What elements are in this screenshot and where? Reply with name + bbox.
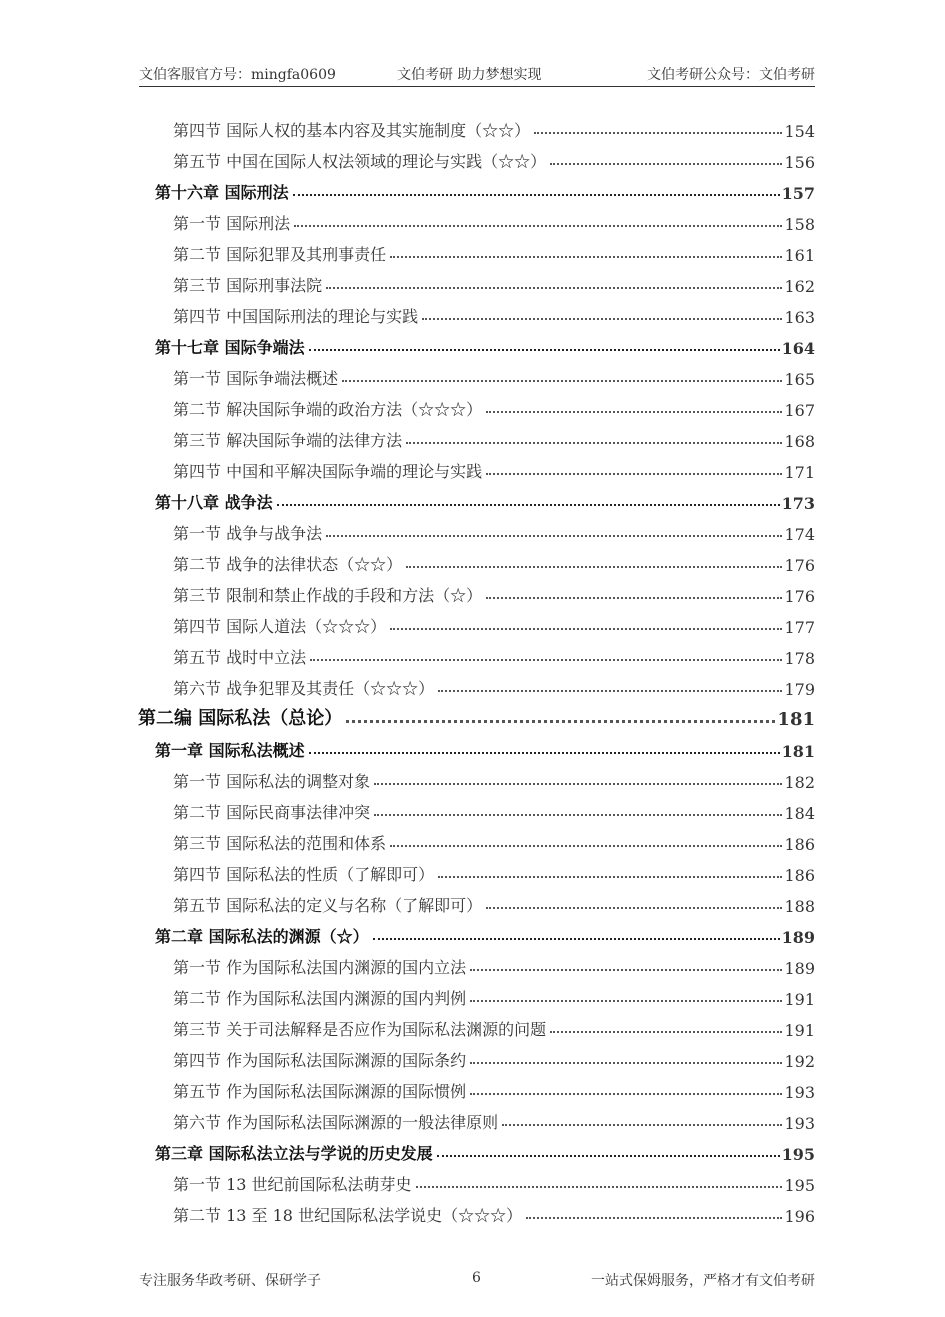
- toc-entry-title: 第二节 13 至 18 世纪国际私法学说史（☆☆☆）: [173, 1206, 523, 1225]
- dot-leader: [390, 845, 782, 847]
- toc-entry-title: 第一节 13 世纪前国际私法萌芽史: [173, 1175, 412, 1194]
- toc-entry-page: 193: [784, 1114, 815, 1133]
- toc-entry-section[interactable]: [138, 792, 815, 823]
- toc-entry-page: 168: [784, 432, 815, 451]
- toc-entry-section[interactable]: [138, 203, 815, 234]
- toc-entry-title: 第五节 国际私法的定义与名称（了解即可）: [173, 896, 483, 915]
- toc-entry-section[interactable]: [138, 668, 815, 699]
- dot-leader: [373, 938, 780, 940]
- toc-entry-page: 192: [784, 1052, 815, 1071]
- header-left-text: 文伯客服官方号：mingfa0609: [139, 67, 336, 83]
- dot-leader: [470, 1062, 782, 1064]
- toc-entry-section[interactable]: [138, 110, 815, 141]
- toc-entry-section[interactable]: [138, 296, 815, 327]
- header-center-text: 文伯考研 助力梦想实现: [397, 67, 542, 83]
- dot-leader: [326, 287, 782, 289]
- dot-leader: [470, 1093, 782, 1095]
- toc-entry-title: 第十八章 战争法: [155, 493, 273, 512]
- toc-entry-page: 181: [777, 709, 815, 730]
- toc-entry-title: 第四节 国际人权的基本内容及其实施制度（☆☆）: [173, 121, 531, 140]
- toc-entry-title: 第四节 国际人道法（☆☆☆）: [173, 617, 387, 636]
- toc-entry-page: 188: [784, 897, 815, 916]
- toc-entry-page: 164: [781, 339, 815, 358]
- toc-entry-page: 171: [784, 463, 815, 482]
- dot-leader: [486, 411, 782, 413]
- dot-leader: [486, 907, 782, 909]
- toc-entry-section[interactable]: [138, 575, 815, 606]
- dot-leader: [390, 256, 782, 258]
- toc-entry-page: 176: [784, 556, 815, 575]
- toc-entry-title: 第一章 国际私法概述: [155, 741, 305, 760]
- toc-entry-page: 161: [784, 246, 815, 265]
- toc-entry-part[interactable]: [138, 699, 815, 730]
- toc-entry-section[interactable]: [138, 823, 815, 854]
- toc-entry-title: 第三节 关于司法解释是否应作为国际私法渊源的问题: [173, 1020, 547, 1039]
- footer-right-text: 一站式保姆服务，严格才有文伯考研: [591, 1273, 815, 1289]
- toc-entry-title: 第六节 战争犯罪及其责任（☆☆☆）: [173, 679, 435, 698]
- toc-entry-chapter[interactable]: [138, 916, 815, 947]
- toc-entry-section[interactable]: [138, 544, 815, 575]
- toc-entry-title: 第四节 中国和平解决国际争端的理论与实践: [173, 462, 483, 481]
- toc-entry-page: 193: [784, 1083, 815, 1102]
- toc-entry-page: 174: [784, 525, 815, 544]
- toc-entry-title: 第十七章 国际争端法: [155, 338, 305, 357]
- dot-leader: [438, 690, 782, 692]
- toc-entry-page: 173: [781, 494, 815, 513]
- toc-entry-section[interactable]: [138, 1195, 815, 1226]
- toc-entry-section[interactable]: [138, 854, 815, 885]
- toc-entry-page: 189: [781, 928, 815, 947]
- toc-entry-section[interactable]: [138, 761, 815, 792]
- dot-leader: [293, 194, 780, 196]
- dot-leader: [550, 163, 782, 165]
- toc-entry-title: 第四节 国际私法的性质（了解即可）: [173, 865, 435, 884]
- toc-entry-page: 154: [784, 122, 815, 141]
- toc-entry-page: 191: [784, 990, 815, 1009]
- dot-leader: [422, 318, 782, 320]
- toc-entry-section[interactable]: [138, 141, 815, 172]
- toc-entry-page: 184: [784, 804, 815, 823]
- toc-entry-title: 第一节 国际私法的调整对象: [173, 772, 371, 791]
- toc-entry-page: 181: [781, 742, 815, 761]
- toc-entry-title: 第五节 战时中立法: [173, 648, 307, 667]
- toc-entry-section[interactable]: [138, 637, 815, 668]
- dot-leader: [277, 504, 780, 506]
- dot-leader: [416, 1186, 783, 1188]
- page-footer: [139, 1268, 815, 1292]
- dot-leader: [438, 876, 782, 878]
- toc-entry-title: 第二节 国际民商事法律冲突: [173, 803, 371, 822]
- dot-leader: [486, 597, 782, 599]
- toc-entry-page: 195: [784, 1176, 815, 1195]
- toc-entry-page: 177: [784, 618, 815, 637]
- toc-entry-page: 176: [784, 587, 815, 606]
- toc-entry-title: 第一节 战争与战争法: [173, 524, 323, 543]
- dot-leader: [390, 628, 782, 630]
- toc-entry-title: 第二节 解决国际争端的政治方法（☆☆☆）: [173, 400, 483, 419]
- toc-entry-title: 第三章 国际私法立法与学说的历史发展: [155, 1144, 433, 1163]
- dot-leader: [374, 783, 782, 785]
- dot-leader: [406, 442, 782, 444]
- toc-entry-page: 195: [781, 1145, 815, 1164]
- toc-entry-title: 第三节 限制和禁止作战的手段和方法（☆）: [173, 586, 483, 605]
- toc-entry-section[interactable]: [138, 358, 815, 389]
- dot-leader: [309, 349, 780, 351]
- dot-leader: [470, 1000, 782, 1002]
- dot-leader: [486, 473, 782, 475]
- dot-leader: [346, 720, 775, 723]
- toc-entry-title: 第五节 作为国际私法国际渊源的国际惯例: [173, 1082, 467, 1101]
- dot-leader: [502, 1124, 782, 1126]
- dot-leader: [550, 1031, 782, 1033]
- page-header: [139, 62, 815, 87]
- toc-entry-page: 196: [784, 1207, 815, 1226]
- toc-entry-title: 第三节 国际刑事法院: [173, 276, 323, 295]
- toc-entry-section[interactable]: [138, 513, 815, 544]
- toc-entry-page: 156: [784, 153, 815, 172]
- toc-entry-title: 第二节 国际犯罪及其刑事责任: [173, 245, 387, 264]
- toc-entry-chapter[interactable]: [138, 327, 815, 358]
- toc-entry-chapter[interactable]: [138, 1133, 815, 1164]
- toc-entry-page: 165: [784, 370, 815, 389]
- toc-entry-title: 第三节 国际私法的范围和体系: [173, 834, 387, 853]
- toc-entry-title: 第四节 中国国际刑法的理论与实践: [173, 307, 419, 326]
- toc-entry-section[interactable]: [138, 606, 815, 637]
- header-right-text: 文伯考研公众号：文伯考研: [647, 67, 815, 83]
- toc-entry-title: 第二章 国际私法的渊源（☆）: [155, 927, 369, 946]
- dot-leader: [534, 132, 782, 134]
- toc-entry-title: 第一节 作为国际私法国内渊源的国内立法: [173, 958, 467, 977]
- toc-entry-section[interactable]: [138, 947, 815, 978]
- toc-entry-title: 第二节 战争的法律状态（☆☆）: [173, 555, 403, 574]
- toc-entry-page: 158: [784, 215, 815, 234]
- toc-entry-section[interactable]: [138, 451, 815, 482]
- toc-entry-page: 179: [784, 680, 815, 699]
- dot-leader: [526, 1217, 782, 1219]
- toc-entry-title: 第五节 中国在国际人权法领域的理论与实践（☆☆）: [173, 152, 547, 171]
- footer-left-text: 专注服务华政考研、保研学子: [139, 1273, 321, 1289]
- toc-entry-page: 162: [784, 277, 815, 296]
- toc-entry-title: 第六节 作为国际私法国际渊源的一般法律原则: [173, 1113, 499, 1132]
- toc-entry-section[interactable]: [138, 265, 815, 296]
- dot-leader: [342, 380, 782, 382]
- toc-entry-section[interactable]: [138, 1040, 815, 1071]
- toc-entry-section[interactable]: [138, 1102, 815, 1133]
- toc-entry-page: 167: [784, 401, 815, 420]
- page-number: 6: [472, 1270, 481, 1286]
- dot-leader: [294, 225, 782, 227]
- dot-leader: [406, 566, 782, 568]
- toc-entry-page: 182: [784, 773, 815, 792]
- toc-entry-section[interactable]: [138, 234, 815, 265]
- toc-entry-chapter[interactable]: [138, 482, 815, 513]
- toc-entry-section[interactable]: [138, 885, 815, 916]
- toc-entry-section[interactable]: [138, 420, 815, 451]
- toc-entry-section[interactable]: [138, 978, 815, 1009]
- toc-entry-chapter[interactable]: [138, 730, 815, 761]
- toc-entry-chapter[interactable]: [138, 172, 815, 203]
- toc-entry-section[interactable]: [138, 389, 815, 420]
- toc-entry-page: 186: [784, 835, 815, 854]
- toc-entry-page: 178: [784, 649, 815, 668]
- dot-leader: [437, 1155, 780, 1157]
- toc-entry-page: 157: [781, 184, 815, 203]
- dot-leader: [309, 752, 780, 754]
- dot-leader: [470, 969, 782, 971]
- table-of-contents: [138, 110, 815, 1226]
- toc-entry-page: 189: [784, 959, 815, 978]
- toc-entry-title: 第四节 作为国际私法国际渊源的国际条约: [173, 1051, 467, 1070]
- toc-entry-section[interactable]: [138, 1009, 815, 1040]
- toc-entry-title: 第二节 作为国际私法国内渊源的国内判例: [173, 989, 467, 1008]
- dot-leader: [326, 535, 782, 537]
- toc-entry-title: 第一节 国际刑法: [173, 214, 291, 233]
- dot-leader: [310, 659, 782, 661]
- toc-entry-title: 第一节 国际争端法概述: [173, 369, 339, 388]
- toc-entry-section[interactable]: [138, 1071, 815, 1102]
- toc-entry-page: 191: [784, 1021, 815, 1040]
- toc-entry-title: 第二编 国际私法（总论）: [138, 708, 343, 729]
- toc-entry-page: 163: [784, 308, 815, 327]
- toc-entry-title: 第三节 解决国际争端的法律方法: [173, 431, 403, 450]
- toc-entry-title: 第十六章 国际刑法: [155, 183, 289, 202]
- toc-entry-section[interactable]: [138, 1164, 815, 1195]
- toc-entry-page: 186: [784, 866, 815, 885]
- dot-leader: [374, 814, 782, 816]
